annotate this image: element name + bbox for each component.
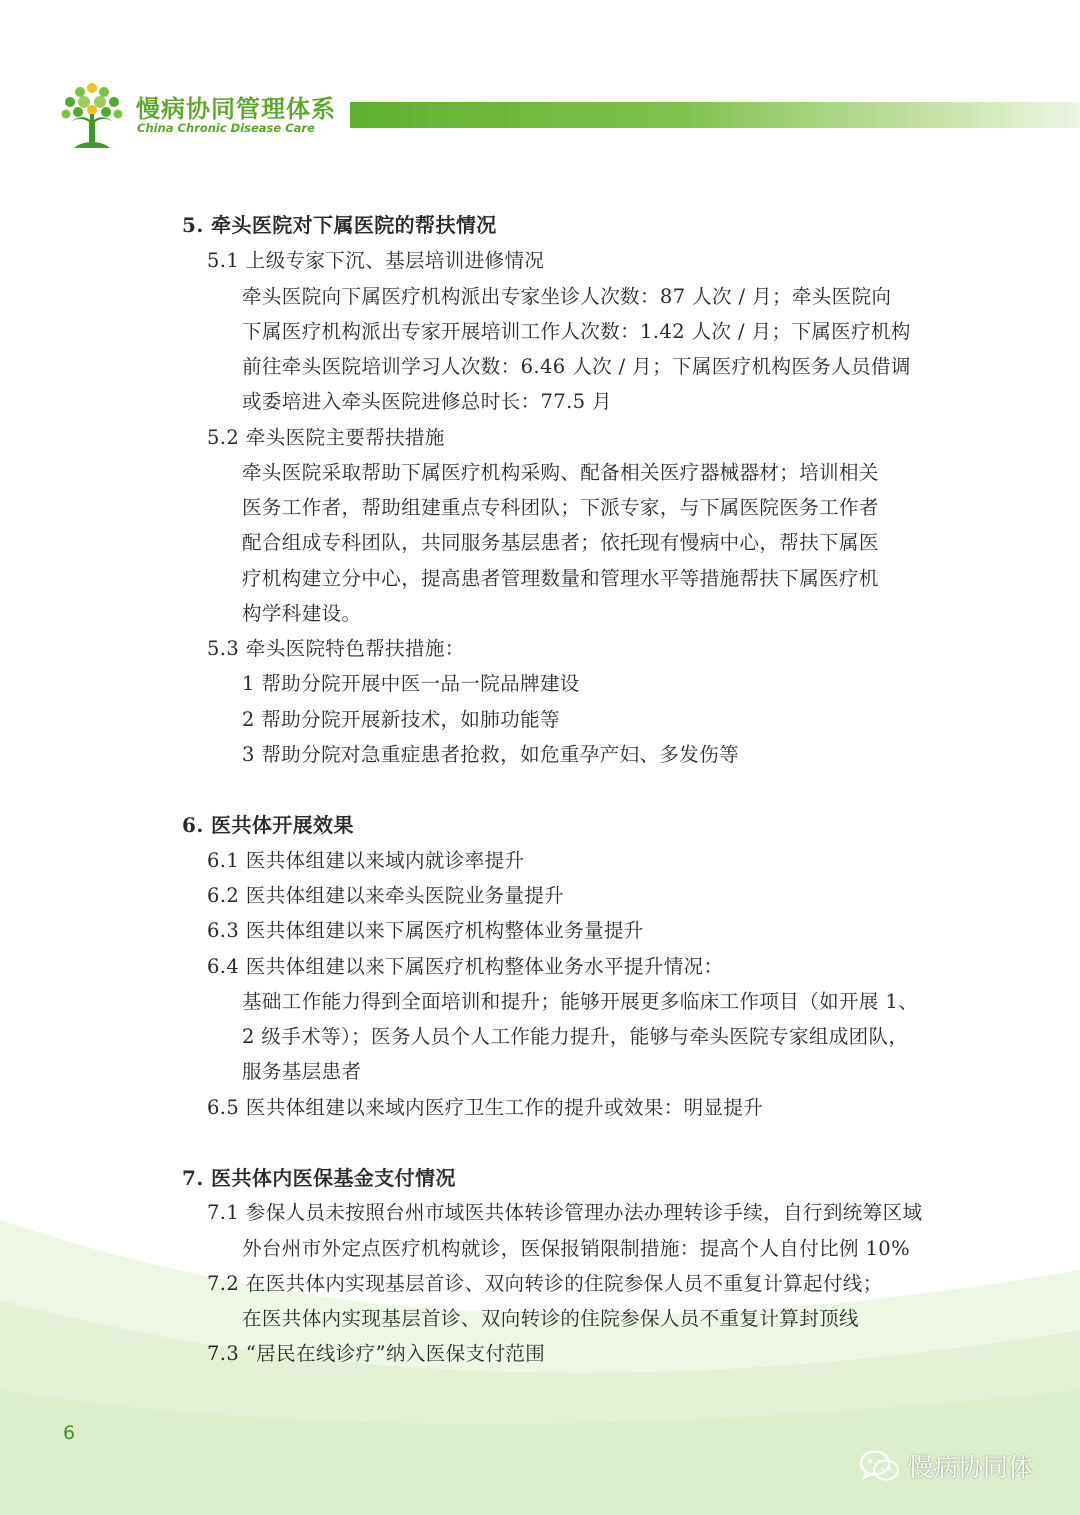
section-5-1-line: 或委培进入牵头医院进修总时长：77.5 月 <box>242 390 613 413</box>
brand-title: 慢病协同管理体系 <box>136 95 336 123</box>
section-5-heading: 5. 牵头医院对下属医院的帮扶情况 <box>182 213 497 237</box>
section-7-1-line: 外台州市外定点医疗机构就诊，医保报销限制措施：提高个人自付比例 10% <box>242 1237 911 1260</box>
section-7-1-heading: 7.1 参保人员未按照台州市域医共体转诊管理办法办理转诊手续，自行到统筹区域 <box>207 1201 923 1224</box>
watermark-text: 慢病协同体 <box>908 1453 1034 1482</box>
section-7-2-line: 在医共体内实现基层首诊、双向转诊的住院参保人员不重复计算封顶线 <box>242 1307 859 1330</box>
section-6-heading: 6. 医共体开展效果 <box>182 813 354 837</box>
section-6-5-item: 6.5 医共体组建以来域内医疗卫生工作的提升或效果：明显提升 <box>207 1096 764 1119</box>
section-5-2-line: 构学科建设。 <box>242 602 362 625</box>
section-5-3-item: 3 帮助分院对急重症患者抢救，如危重孕产妇、多发伤等 <box>242 743 740 766</box>
section-5-2-line: 牵头医院采取帮助下属医疗机构采购、配备相关医疗器械器材；培训相关 <box>242 461 879 484</box>
brand-subtitle: China Chronic Disease Care <box>137 121 315 135</box>
section-7-heading: 7. 医共体内医保基金支付情况 <box>182 1166 456 1190</box>
section-6-4-line: 基础工作能力得到全面培训和提升；能够开展更多临床工作项目（如开展 1、 <box>242 990 919 1013</box>
section-5-3-item: 1 帮助分院开展中医一品一院品牌建设 <box>242 672 580 695</box>
section-5-1-line: 前往牵头医院培训学习人次数：6.46 人次 / 月；下属医疗机构医务人员借调 <box>242 355 911 378</box>
section-5-1-line: 下属医疗机构派出专家开展培训工作人次数：1.42 人次 / 月；下属医疗机构 <box>242 320 911 343</box>
section-5-2-line: 医务工作者，帮助组建重点专科团队；下派专家，与下属医院医务工作者 <box>242 496 879 519</box>
page-number: 6 <box>63 1422 76 1444</box>
section-5-2-heading: 5.2 牵头医院主要帮扶措施 <box>207 426 445 449</box>
section-5-2-line: 疗机构建立分中心，提高患者管理数量和管理水平等措施帮扶下属医疗机 <box>242 567 879 590</box>
section-5-1-line: 牵头医院向下属医疗机构派出专家坐诊人次数：87 人次 / 月；牵头医院向 <box>242 285 892 308</box>
section-7-3-item: 7.3 “居民在线诊疗”纳入医保支付范围 <box>207 1342 546 1365</box>
wechat-icon <box>858 1448 902 1484</box>
section-6-4-line: 服务基层患者 <box>242 1060 362 1083</box>
section-5-3-heading: 5.3 牵头医院特色帮扶措施： <box>207 637 465 660</box>
section-5-3-item: 2 帮助分院开展新技术，如肺功能等 <box>242 708 560 731</box>
section-6-2-item: 6.2 医共体组建以来牵头医院业务量提升 <box>207 884 565 907</box>
section-6-1-item: 6.1 医共体组建以来域内就诊率提升 <box>207 849 525 872</box>
wechat-watermark <box>858 1448 1033 1484</box>
section-7-2-heading: 7.2 在医共体内实现基层首诊、双向转诊的住院参保人员不重复计算起付线； <box>207 1272 883 1295</box>
section-5-2-line: 配合组成专科团队，共同服务基层患者；依托现有慢病中心，帮扶下属医 <box>242 531 879 554</box>
section-6-3-item: 6.3 医共体组建以来下属医疗机构整体业务量提升 <box>207 919 644 942</box>
section-5-1-heading: 5.1 上级专家下沉、基层培训进修情况 <box>207 249 545 272</box>
section-6-4-line: 2 级手术等）；医务人员个人工作能力提升，能够与牵头医院专家组成团队， <box>242 1025 909 1048</box>
section-6-4-heading: 6.4 医共体组建以来下属医疗机构整体业务水平提升情况： <box>207 955 724 978</box>
